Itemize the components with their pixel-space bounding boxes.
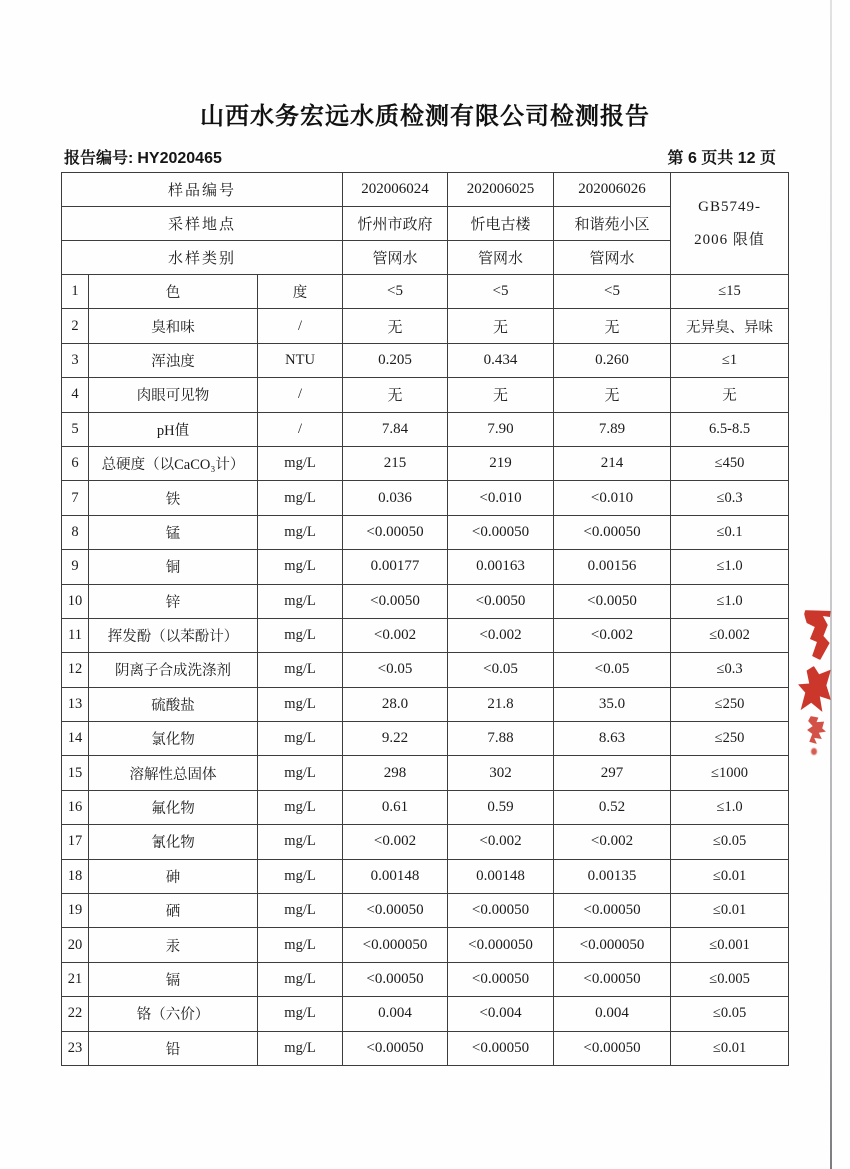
unit: 度 — [258, 275, 343, 309]
limit-value: ≤1.0 — [671, 550, 789, 584]
meta-row — [64, 145, 776, 168]
sample3-value: <0.002 — [554, 618, 671, 652]
table-row — [62, 550, 789, 584]
sample3-value: <0.002 — [554, 825, 671, 859]
parameter-name: 砷 — [89, 859, 258, 893]
limit-standard-line2: 2006 限值 — [694, 231, 765, 248]
sample1-value: 0.205 — [343, 343, 448, 377]
row-number: 17 — [62, 825, 89, 859]
table-header — [62, 173, 789, 275]
unit: / — [258, 378, 343, 412]
sample2-value: 0.00148 — [448, 859, 554, 893]
table-row — [62, 653, 789, 687]
row-number: 12 — [62, 653, 89, 687]
table-row — [62, 962, 789, 996]
unit: mg/L — [258, 550, 343, 584]
sample1-value: 0.036 — [343, 481, 448, 515]
table-row — [62, 894, 789, 928]
row-number: 7 — [62, 481, 89, 515]
page-indicator: 第 6 页共 12 页 — [667, 150, 776, 167]
sample1-value: <0.00050 — [343, 894, 448, 928]
limit-standard-line1: GB5749- — [698, 199, 761, 215]
sample1-value: <0.00050 — [343, 515, 448, 549]
unit: mg/L — [258, 481, 343, 515]
row-number: 8 — [62, 515, 89, 549]
parameter-name: 铬（六价） — [89, 997, 258, 1031]
sample2-value: 0.59 — [448, 790, 554, 824]
sample2-value: 21.8 — [448, 687, 554, 721]
unit: NTU — [258, 343, 343, 377]
parameter-name: 溶解性总固体 — [89, 756, 258, 790]
row-number: 22 — [62, 997, 89, 1031]
unit: mg/L — [258, 722, 343, 756]
parameter-name: 浑浊度 — [89, 343, 258, 377]
parameter-name: 铜 — [89, 550, 258, 584]
parameter-name: 色 — [89, 275, 258, 309]
sample3-value: <0.00050 — [554, 1031, 671, 1065]
table-row — [62, 928, 789, 962]
unit: mg/L — [258, 1031, 343, 1065]
parameter-name: 硫酸盐 — [89, 687, 258, 721]
sample2-value: <0.00050 — [448, 1031, 554, 1065]
table-row — [62, 722, 789, 756]
parameter-name: 阴离子合成洗涤剂 — [89, 653, 258, 687]
row-number: 19 — [62, 894, 89, 928]
water-quality-table — [61, 172, 789, 1066]
sample1-value: <0.00050 — [343, 962, 448, 996]
sample2-value: 无 — [448, 378, 554, 412]
sample3-value: <0.010 — [554, 481, 671, 515]
sample1-value: <0.0050 — [343, 584, 448, 618]
limit-value: ≤0.3 — [671, 653, 789, 687]
location-3: 和谐苑小区 — [554, 207, 671, 241]
parameter-name: 总硬度（以CaCO₃计） — [89, 446, 258, 480]
row-number: 13 — [62, 687, 89, 721]
sample3-value: 0.260 — [554, 343, 671, 377]
sample1-value: <0.000050 — [343, 928, 448, 962]
limit-value: ≤0.1 — [671, 515, 789, 549]
unit: mg/L — [258, 687, 343, 721]
limit-value: ≤0.01 — [671, 859, 789, 893]
unit: mg/L — [258, 962, 343, 996]
row-number: 2 — [62, 309, 89, 343]
sample-no-label: 样品编号 — [62, 173, 343, 207]
sample2-value: 7.88 — [448, 722, 554, 756]
limit-value: ≤250 — [671, 687, 789, 721]
sample2-value: 无 — [448, 309, 554, 343]
sample-no-2: 202006025 — [448, 173, 554, 207]
table-row — [62, 687, 789, 721]
sample1-value: <0.05 — [343, 653, 448, 687]
table-row — [62, 997, 789, 1031]
sample1-value: <5 — [343, 275, 448, 309]
sample2-value: <0.002 — [448, 825, 554, 859]
red-seal-fragment — [796, 606, 834, 756]
table-row — [62, 584, 789, 618]
parameter-name: 氟化物 — [89, 790, 258, 824]
row-number: 20 — [62, 928, 89, 962]
unit: / — [258, 309, 343, 343]
limit-value: ≤1 — [671, 343, 789, 377]
sample3-value: 0.00156 — [554, 550, 671, 584]
sample3-value: 无 — [554, 309, 671, 343]
unit: mg/L — [258, 618, 343, 652]
sample3-value: <0.00050 — [554, 894, 671, 928]
table-row — [62, 515, 789, 549]
unit: mg/L — [258, 894, 343, 928]
sample3-value: 0.004 — [554, 997, 671, 1031]
row-number: 23 — [62, 1031, 89, 1065]
sample3-value: 0.00135 — [554, 859, 671, 893]
sample3-value: <5 — [554, 275, 671, 309]
table-row — [62, 790, 789, 824]
sample2-value: 219 — [448, 446, 554, 480]
location-2: 忻电古楼 — [448, 207, 554, 241]
report-number — [64, 145, 226, 168]
sample-no-1: 202006024 — [343, 173, 448, 207]
sample2-value: 0.00163 — [448, 550, 554, 584]
parameter-name: 铅 — [89, 1031, 258, 1065]
sample-no-3: 202006026 — [554, 173, 671, 207]
table-row — [62, 378, 789, 412]
parameter-name: 镉 — [89, 962, 258, 996]
limit-value: ≤0.05 — [671, 997, 789, 1031]
row-number: 3 — [62, 343, 89, 377]
table-row — [62, 412, 789, 446]
unit: mg/L — [258, 928, 343, 962]
sample3-value: <0.00050 — [554, 515, 671, 549]
sample3-value: 214 — [554, 446, 671, 480]
row-number: 16 — [62, 790, 89, 824]
row-number: 10 — [62, 584, 89, 618]
sample2-value: <0.002 — [448, 618, 554, 652]
row-number: 6 — [62, 446, 89, 480]
sample1-value: <0.002 — [343, 825, 448, 859]
table-row — [62, 618, 789, 652]
sample3-value: 35.0 — [554, 687, 671, 721]
unit: mg/L — [258, 859, 343, 893]
parameter-name: 硒 — [89, 894, 258, 928]
parameter-name: 锰 — [89, 515, 258, 549]
parameter-name: 锌 — [89, 584, 258, 618]
unit: mg/L — [258, 997, 343, 1031]
sample3-value: 0.52 — [554, 790, 671, 824]
limit-value: ≤0.001 — [671, 928, 789, 962]
limit-value: 6.5-8.5 — [671, 412, 789, 446]
unit: mg/L — [258, 825, 343, 859]
seal-blob-middle — [798, 666, 831, 712]
sample1-value: 0.00148 — [343, 859, 448, 893]
sample1-value: 7.84 — [343, 412, 448, 446]
sample2-value: <0.05 — [448, 653, 554, 687]
limit-value: ≤0.01 — [671, 894, 789, 928]
table-row — [62, 859, 789, 893]
limit-value: ≤0.01 — [671, 1031, 789, 1065]
parameter-name: pH值 — [89, 412, 258, 446]
location-label: 采样地点 — [62, 207, 343, 241]
limit-standard-header — [671, 173, 789, 275]
sample3-value: 7.89 — [554, 412, 671, 446]
header-row-sample-no — [62, 173, 789, 207]
limit-value: ≤1.0 — [671, 790, 789, 824]
seal-dot — [811, 748, 817, 755]
sample1-value: 无 — [343, 378, 448, 412]
parameter-name: 肉眼可见物 — [89, 378, 258, 412]
limit-value: ≤1000 — [671, 756, 789, 790]
limit-value: ≤450 — [671, 446, 789, 480]
table-row — [62, 343, 789, 377]
page-title: 山西水务宏远水质检测有限公司检测报告 — [200, 103, 650, 130]
sample2-value: <0.00050 — [448, 515, 554, 549]
limit-value: ≤250 — [671, 722, 789, 756]
sample2-value: 302 — [448, 756, 554, 790]
unit: mg/L — [258, 515, 343, 549]
table-row — [62, 275, 789, 309]
unit: mg/L — [258, 446, 343, 480]
row-number: 1 — [62, 275, 89, 309]
table-row — [62, 481, 789, 515]
sample3-value: <0.0050 — [554, 584, 671, 618]
sample1-value: <0.00050 — [343, 1031, 448, 1065]
report-number-label: 报告编号: — [64, 150, 134, 167]
row-number: 18 — [62, 859, 89, 893]
sample3-value: 8.63 — [554, 722, 671, 756]
sample2-value: 7.90 — [448, 412, 554, 446]
sample3-value: <0.05 — [554, 653, 671, 687]
report-number-value: HY2020465 — [137, 150, 222, 167]
sample1-value: 215 — [343, 446, 448, 480]
water-type-2: 管网水 — [448, 241, 554, 275]
limit-value: ≤0.3 — [671, 481, 789, 515]
water-type-1: 管网水 — [343, 241, 448, 275]
sample2-value: 0.434 — [448, 343, 554, 377]
sample1-value: 0.00177 — [343, 550, 448, 584]
sample1-value: 无 — [343, 309, 448, 343]
unit: mg/L — [258, 584, 343, 618]
sample2-value: <0.00050 — [448, 962, 554, 996]
limit-value: ≤1.0 — [671, 584, 789, 618]
parameter-name: 汞 — [89, 928, 258, 962]
parameter-name: 铁 — [89, 481, 258, 515]
sample2-value: <0.0050 — [448, 584, 554, 618]
seal-blob-bottom — [807, 716, 826, 744]
limit-value: 无 — [671, 378, 789, 412]
sample1-value: <0.002 — [343, 618, 448, 652]
sample1-value: 298 — [343, 756, 448, 790]
sample1-value: 0.61 — [343, 790, 448, 824]
table-row — [62, 1031, 789, 1065]
limit-value: 无异臭、异味 — [671, 309, 789, 343]
table-row — [62, 825, 789, 859]
limit-value: ≤0.05 — [671, 825, 789, 859]
sample1-value: 28.0 — [343, 687, 448, 721]
table-row — [62, 756, 789, 790]
water-type-label: 水样类别 — [62, 241, 343, 275]
limit-value: ≤0.002 — [671, 618, 789, 652]
row-number: 14 — [62, 722, 89, 756]
sample2-value: <0.00050 — [448, 894, 554, 928]
sample2-value: <0.010 — [448, 481, 554, 515]
row-number: 5 — [62, 412, 89, 446]
sample2-value: <5 — [448, 275, 554, 309]
table-row — [62, 309, 789, 343]
results-body — [62, 275, 789, 1066]
sample3-value: <0.000050 — [554, 928, 671, 962]
sample3-value: <0.00050 — [554, 962, 671, 996]
water-type-3: 管网水 — [554, 241, 671, 275]
row-number: 4 — [62, 378, 89, 412]
seal-blob-top — [804, 610, 831, 660]
parameter-name: 氰化物 — [89, 825, 258, 859]
limit-value: ≤0.005 — [671, 962, 789, 996]
unit: mg/L — [258, 756, 343, 790]
parameter-name: 挥发酚（以苯酚计） — [89, 618, 258, 652]
sample3-value: 297 — [554, 756, 671, 790]
sample2-value: <0.004 — [448, 997, 554, 1031]
parameter-name: 氯化物 — [89, 722, 258, 756]
location-1: 忻州市政府 — [343, 207, 448, 241]
row-number: 15 — [62, 756, 89, 790]
row-number: 21 — [62, 962, 89, 996]
unit: mg/L — [258, 790, 343, 824]
table-row — [62, 446, 789, 480]
unit: / — [258, 412, 343, 446]
row-number: 11 — [62, 618, 89, 652]
limit-value: ≤15 — [671, 275, 789, 309]
sample1-value: 9.22 — [343, 722, 448, 756]
sample1-value: 0.004 — [343, 997, 448, 1031]
sample3-value: 无 — [554, 378, 671, 412]
row-number: 9 — [62, 550, 89, 584]
paper-edge-line — [830, 0, 832, 1169]
parameter-name: 臭和味 — [89, 309, 258, 343]
unit: mg/L — [258, 653, 343, 687]
sample2-value: <0.000050 — [448, 928, 554, 962]
